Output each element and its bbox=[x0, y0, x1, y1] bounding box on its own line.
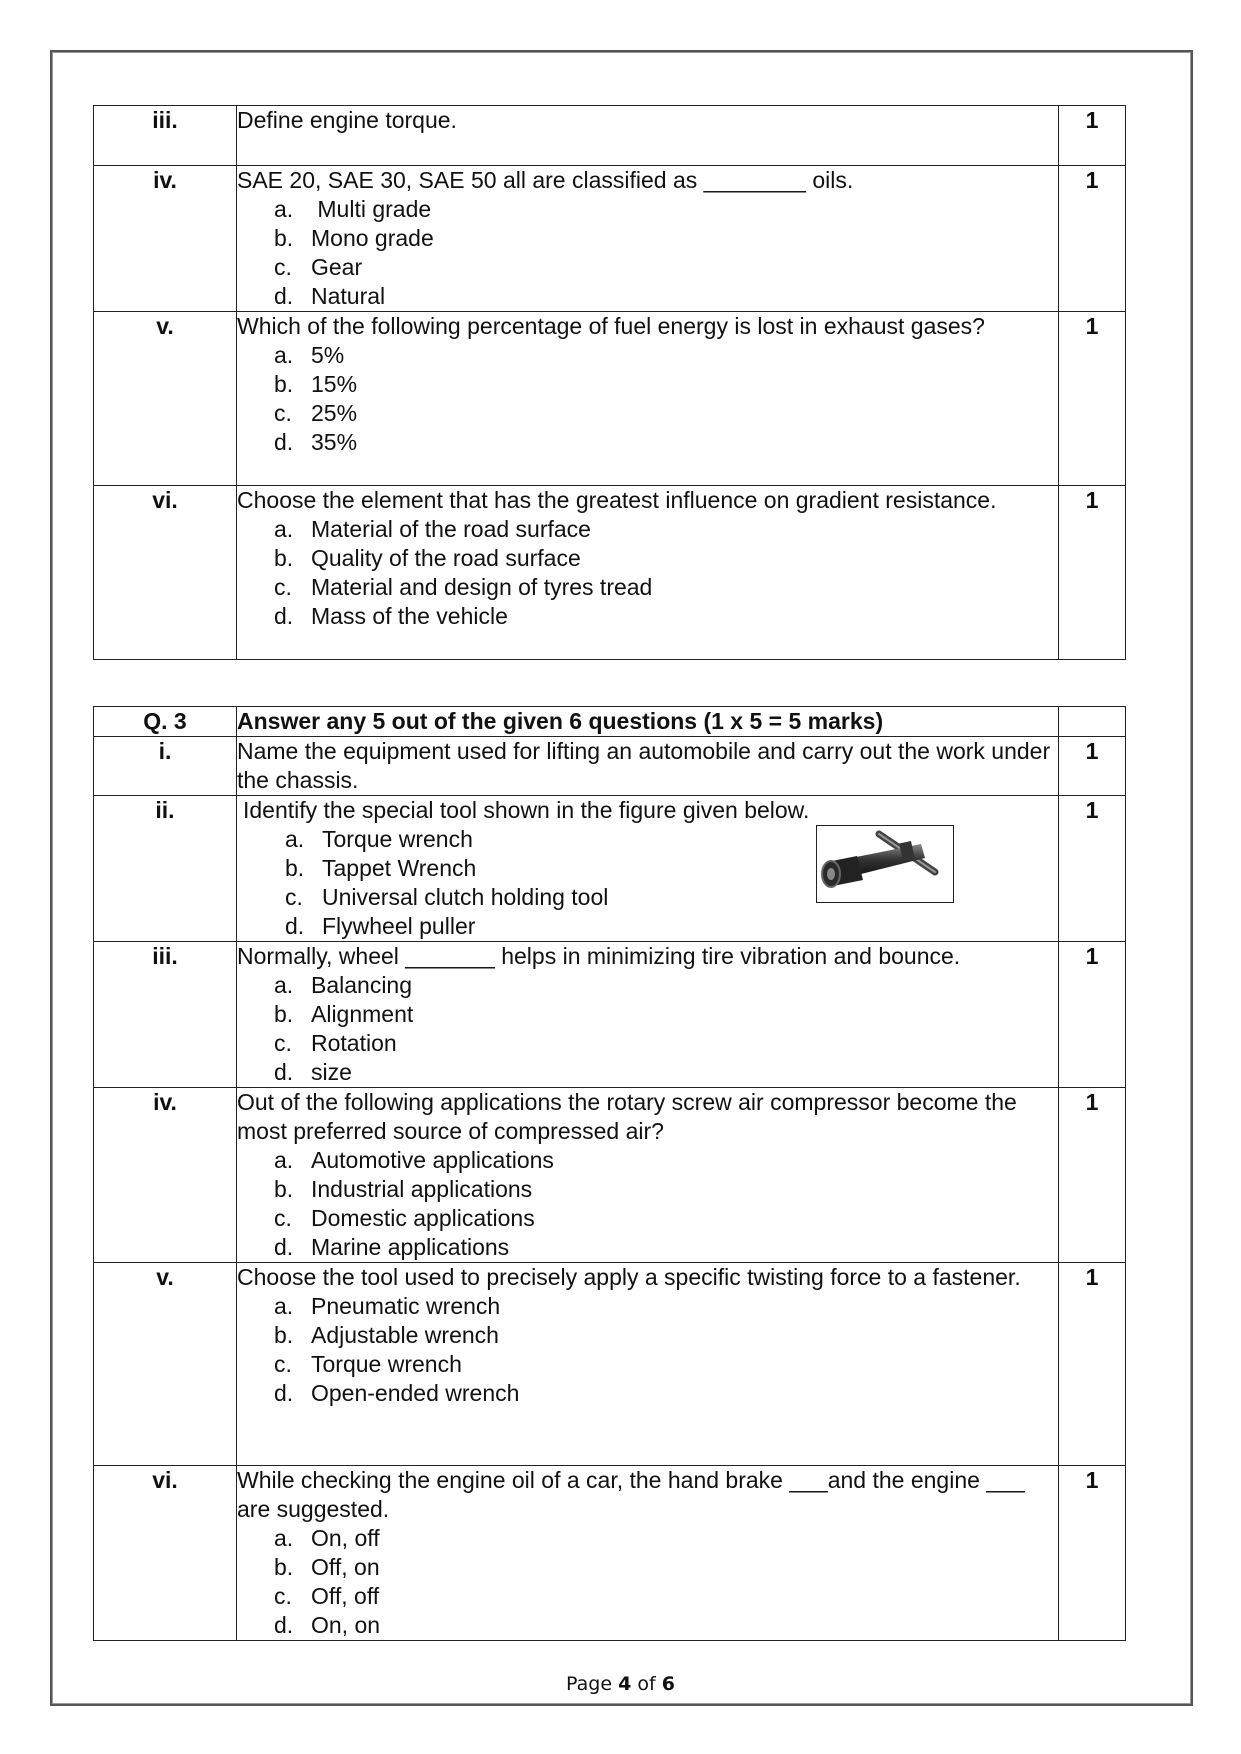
option-text: 5% bbox=[311, 342, 345, 368]
question-cell bbox=[237, 942, 1059, 1088]
option-text: Universal clutch holding tool bbox=[322, 884, 609, 910]
option-text: Automotive applications bbox=[311, 1147, 554, 1173]
option-b bbox=[237, 224, 1058, 253]
question-text: Normally, wheel _______ helps in minimizing tire vibration and bounce. bbox=[237, 943, 961, 969]
option-text: Material and design of tyres tread bbox=[311, 574, 653, 600]
option-letter: d. bbox=[274, 429, 294, 455]
question-number: vi. bbox=[94, 1466, 237, 1641]
option-c bbox=[237, 1204, 1058, 1233]
option-text: Off, off bbox=[311, 1583, 380, 1609]
option-b bbox=[237, 1321, 1058, 1350]
option-text: Adjustable wrench bbox=[311, 1322, 499, 1348]
option-text: Pneumatic wrench bbox=[311, 1293, 501, 1319]
option-c bbox=[237, 1029, 1058, 1058]
option-letter: a. bbox=[285, 826, 305, 852]
option-text: On, on bbox=[311, 1612, 381, 1638]
q3-table bbox=[93, 706, 1126, 1641]
option-d bbox=[237, 602, 1058, 631]
option-letter: d. bbox=[274, 1612, 294, 1638]
option-text: Balancing bbox=[311, 972, 413, 998]
question-text: While checking the engine oil of a car, the hand brake ___and the engine ___ are suggested. bbox=[237, 1467, 1025, 1522]
option-letter: a. bbox=[274, 1525, 294, 1551]
table-header-row bbox=[94, 707, 1126, 737]
option-d bbox=[237, 1611, 1058, 1640]
marks-cell: 1 bbox=[1059, 737, 1126, 796]
option-letter: c. bbox=[274, 1351, 292, 1377]
option-c bbox=[237, 399, 1058, 428]
table-row bbox=[94, 796, 1126, 942]
option-a bbox=[237, 515, 1058, 544]
option-letter: d. bbox=[274, 1380, 294, 1406]
marks-cell: 1 bbox=[1059, 1466, 1126, 1641]
option-a bbox=[237, 1146, 1058, 1175]
question-text: Name the equipment used for lifting an automobile and carry out the work under the chassis. bbox=[237, 738, 1051, 793]
question-number: v. bbox=[94, 1263, 237, 1466]
option-letter: b. bbox=[285, 855, 305, 881]
question-number: ii. bbox=[94, 796, 237, 942]
questions-table-continued bbox=[93, 105, 1126, 660]
question-text: Identify the special tool shown in the figure given below. bbox=[243, 797, 810, 823]
option-letter: d. bbox=[274, 283, 294, 309]
option-a bbox=[237, 195, 1058, 224]
option-d bbox=[237, 282, 1058, 311]
option-a bbox=[237, 341, 1058, 370]
option-letter: a. bbox=[274, 1293, 294, 1319]
marks-cell bbox=[1059, 707, 1126, 737]
option-text: Off, on bbox=[311, 1554, 380, 1580]
question-cell bbox=[237, 737, 1059, 796]
option-letter: a. bbox=[274, 972, 294, 998]
question-number: iv. bbox=[94, 1088, 237, 1263]
table-row bbox=[94, 1466, 1126, 1641]
option-d bbox=[237, 912, 1058, 941]
option-b bbox=[237, 1000, 1058, 1029]
option-letter: b. bbox=[274, 1001, 294, 1027]
question-number: v. bbox=[94, 312, 237, 486]
table-row bbox=[94, 1088, 1126, 1263]
option-d bbox=[237, 1233, 1058, 1262]
option-text: On, off bbox=[311, 1525, 380, 1551]
option-text: Rotation bbox=[311, 1030, 397, 1056]
option-letter: d. bbox=[274, 1234, 294, 1260]
option-text: Mono grade bbox=[311, 225, 434, 251]
marks-cell: 1 bbox=[1059, 486, 1126, 660]
marks-cell: 1 bbox=[1059, 106, 1126, 166]
question-text: Out of the following applications the rotary screw air compressor become the most preferred source of compressed air? bbox=[237, 1089, 1017, 1144]
option-text: Marine applications bbox=[311, 1234, 510, 1260]
question-text: SAE 20, SAE 30, SAE 50 all are classified as ________ oils. bbox=[237, 167, 854, 193]
current-page: 4 bbox=[618, 1673, 632, 1695]
option-text: size bbox=[311, 1059, 352, 1085]
option-b bbox=[237, 370, 1058, 399]
option-letter: a. bbox=[274, 1147, 294, 1173]
question-number: vi. bbox=[94, 486, 237, 660]
option-letter: a. bbox=[274, 516, 294, 542]
marks-cell: 1 bbox=[1059, 1263, 1126, 1466]
table-row bbox=[94, 106, 1126, 166]
question-number: i. bbox=[94, 737, 237, 796]
option-text: Gear bbox=[311, 254, 363, 280]
option-text: Torque wrench bbox=[311, 1351, 462, 1377]
option-letter: c. bbox=[285, 884, 303, 910]
question-number: iii. bbox=[94, 942, 237, 1088]
question-cell bbox=[237, 1466, 1059, 1641]
option-letter: c. bbox=[274, 254, 292, 280]
option-letter: b. bbox=[274, 545, 294, 571]
option-c bbox=[237, 1582, 1058, 1611]
option-a bbox=[237, 1292, 1058, 1321]
tool-figure bbox=[816, 825, 954, 903]
question-cell bbox=[237, 1263, 1059, 1466]
option-b bbox=[237, 1175, 1058, 1204]
option-c bbox=[237, 573, 1058, 602]
option-letter: c. bbox=[274, 400, 292, 426]
option-letter: c. bbox=[274, 574, 292, 600]
option-text: Torque wrench bbox=[322, 826, 473, 852]
option-letter: c. bbox=[274, 1030, 292, 1056]
option-c bbox=[237, 1350, 1058, 1379]
question-number: iv. bbox=[94, 166, 237, 312]
option-text: Open-ended wrench bbox=[311, 1380, 520, 1406]
marks-cell: 1 bbox=[1059, 796, 1126, 942]
option-c bbox=[237, 253, 1058, 282]
question-text: Choose the tool used to precisely apply a specific twisting force to a fastener. bbox=[237, 1264, 1021, 1290]
option-a bbox=[237, 1524, 1058, 1553]
option-letter: d. bbox=[285, 913, 305, 939]
table-row bbox=[94, 1263, 1126, 1466]
option-text: Material of the road surface bbox=[311, 516, 591, 542]
option-letter: b. bbox=[274, 1176, 294, 1202]
table-row bbox=[94, 166, 1126, 312]
page-label: Page bbox=[566, 1673, 613, 1695]
question-cell bbox=[237, 166, 1059, 312]
page-of: of bbox=[637, 1673, 656, 1695]
option-text: Domestic applications bbox=[311, 1205, 535, 1231]
option-b bbox=[237, 1553, 1058, 1582]
option-letter: b. bbox=[274, 225, 294, 251]
option-text: 35% bbox=[311, 429, 358, 455]
option-b bbox=[237, 544, 1058, 573]
marks-cell: 1 bbox=[1059, 1088, 1126, 1263]
option-letter: d. bbox=[274, 1059, 294, 1085]
total-pages: 6 bbox=[661, 1673, 675, 1695]
option-text: Mass of the vehicle bbox=[311, 603, 508, 629]
question-cell bbox=[237, 312, 1059, 486]
question-text: Choose the element that has the greatest influence on gradient resistance. bbox=[237, 487, 997, 513]
option-text: Alignment bbox=[311, 1001, 414, 1027]
tappet-wrench-icon bbox=[817, 826, 953, 902]
section-title: Answer any 5 out of the given 6 questions (1 x 5 = 5 marks) bbox=[237, 707, 1059, 737]
option-letter: b. bbox=[274, 1554, 294, 1580]
option-d bbox=[237, 428, 1058, 457]
option-text: Natural bbox=[311, 283, 386, 309]
option-text: Quality of the road surface bbox=[311, 545, 581, 571]
option-a bbox=[237, 971, 1058, 1000]
question-cell bbox=[237, 106, 1059, 166]
marks-cell: 1 bbox=[1059, 312, 1126, 486]
table-row bbox=[94, 942, 1126, 1088]
option-letter: b. bbox=[274, 1322, 294, 1348]
option-letter: d. bbox=[274, 603, 294, 629]
page-footer bbox=[0, 1673, 1241, 1695]
option-letter: c. bbox=[274, 1583, 292, 1609]
option-letter: a. bbox=[274, 342, 294, 368]
option-letter: b. bbox=[274, 371, 294, 397]
marks-cell: 1 bbox=[1059, 166, 1126, 312]
question-text: Define engine torque. bbox=[237, 107, 457, 133]
table-row bbox=[94, 737, 1126, 796]
question-cell bbox=[237, 486, 1059, 660]
option-text: Multi grade bbox=[317, 196, 432, 222]
option-letter: a. bbox=[274, 196, 294, 222]
question-cell bbox=[237, 1088, 1059, 1263]
option-text: Flywheel puller bbox=[322, 913, 476, 939]
table-row bbox=[94, 486, 1126, 660]
question-text: Which of the following percentage of fuel energy is lost in exhaust gases? bbox=[237, 313, 985, 339]
marks-cell: 1 bbox=[1059, 942, 1126, 1088]
option-letter: c. bbox=[274, 1205, 292, 1231]
table-row bbox=[94, 312, 1126, 486]
option-text: Tappet Wrench bbox=[322, 855, 477, 881]
question-number: iii. bbox=[94, 106, 237, 166]
option-text: Industrial applications bbox=[311, 1176, 533, 1202]
option-text: 15% bbox=[311, 371, 358, 397]
section-number: Q. 3 bbox=[94, 707, 237, 737]
option-text: 25% bbox=[311, 400, 358, 426]
option-d bbox=[237, 1379, 1058, 1408]
option-d bbox=[237, 1058, 1058, 1087]
